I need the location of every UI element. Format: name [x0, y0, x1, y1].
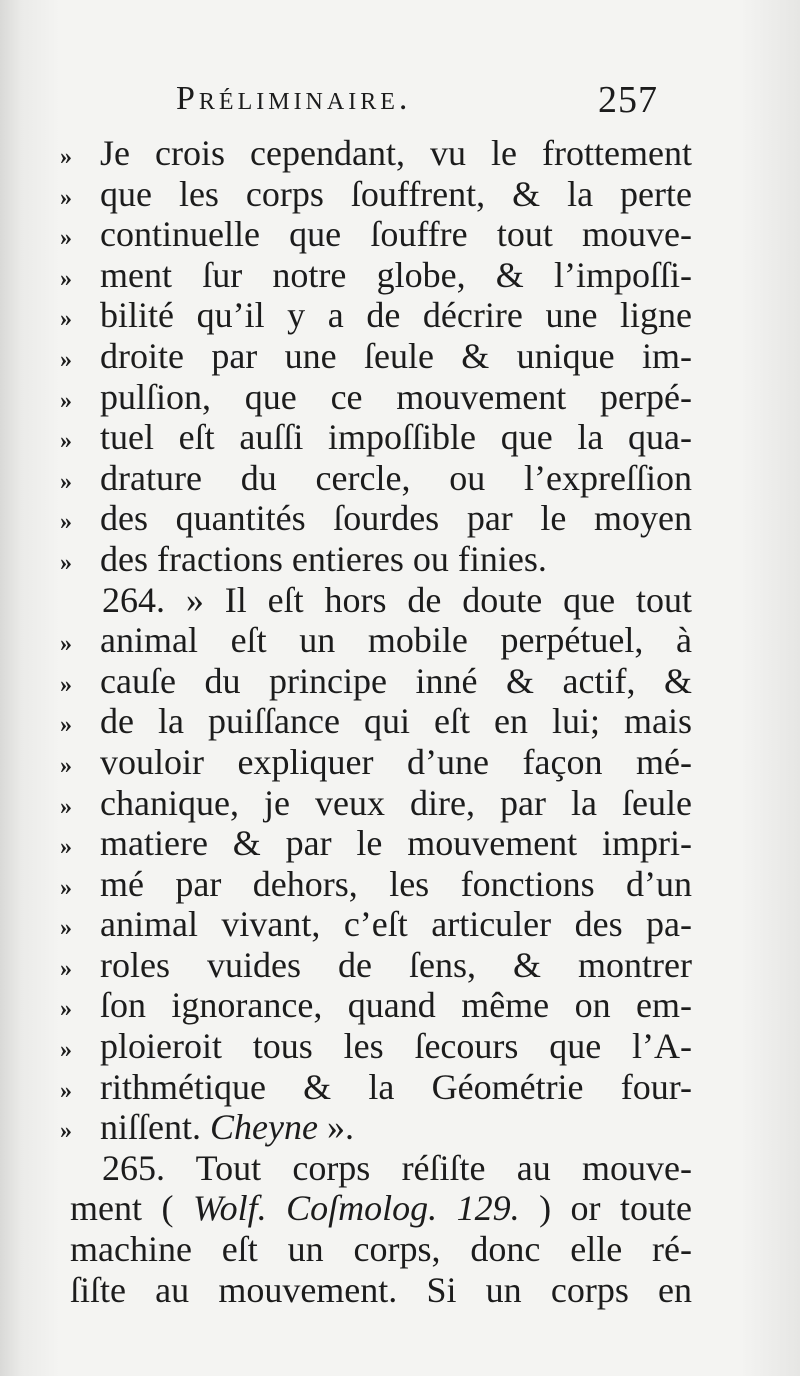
- quotation-mark: »: [60, 834, 72, 861]
- quotation-mark: »: [60, 1077, 72, 1104]
- quotation-mark: »: [60, 184, 72, 211]
- line-text-main: des quantités ſourdes par le moyen: [100, 498, 692, 539]
- running-title: Préliminaire.: [176, 80, 412, 117]
- line-text: [100, 985, 692, 1026]
- line-text-main: que les corps ſouffrent, & la perte: [100, 173, 692, 214]
- line-text: [100, 295, 692, 336]
- text-line: [52, 458, 692, 499]
- line-text-main: 265. Tout corps réſiſte au mouve-: [102, 1147, 692, 1188]
- text-line: [52, 1148, 692, 1189]
- line-text: [100, 701, 692, 742]
- quotation-mark: »: [60, 306, 72, 333]
- line-text-main: des fractions entieres ou finies.: [100, 538, 547, 579]
- line-text-main: rithmétique & la Géométrie four-: [100, 1066, 692, 1107]
- line-text: [70, 1188, 692, 1229]
- text-line: [52, 1067, 692, 1108]
- text-line: [52, 377, 692, 418]
- quotation-mark: »: [60, 996, 72, 1023]
- quotation-mark: »: [60, 468, 72, 495]
- line-text: [70, 1270, 692, 1311]
- text-line: [52, 539, 692, 580]
- line-text: [100, 620, 692, 661]
- text-line: [52, 1026, 692, 1067]
- line-text-main: continuelle que ſouffre tout mouve-: [100, 214, 692, 255]
- quotation-mark: »: [60, 874, 72, 901]
- italic-reference: Cheyne: [210, 1107, 318, 1148]
- quotation-mark: »: [60, 631, 72, 658]
- text-line: [52, 336, 692, 377]
- line-text-main: 264. » Il eſt hors de doute que tout: [102, 579, 692, 620]
- text-line: [52, 620, 692, 661]
- quotation-mark: »: [60, 752, 72, 779]
- quotation-mark: »: [60, 225, 72, 252]
- text-line: [52, 295, 692, 336]
- line-text: [100, 783, 692, 824]
- line-text-main: de la puiſſance qui eſt en lui; mais: [100, 701, 692, 742]
- text-line: [52, 1270, 692, 1311]
- quotation-mark: »: [60, 509, 72, 536]
- quotation-mark: »: [60, 346, 72, 373]
- line-text: [100, 539, 692, 580]
- quotation-mark: »: [60, 671, 72, 698]
- line-text: [100, 864, 692, 905]
- line-text-main: roles vuides de ſens, & montrer: [100, 944, 692, 985]
- line-text: [100, 1107, 692, 1148]
- line-text-main: Je crois cependant, vu le frottement: [100, 133, 692, 173]
- line-text: [100, 417, 692, 458]
- page-header: [0, 78, 800, 128]
- line-text-main: ſiſte au mouvement. Si un corps en: [70, 1269, 692, 1310]
- line-text: [100, 1026, 692, 1067]
- line-text-main: mé par dehors, les fonctions d’un: [100, 863, 692, 904]
- line-text: [102, 580, 692, 621]
- text-line: [52, 133, 692, 174]
- line-text-main: bilité qu’il y a de décrire une ligne: [100, 295, 692, 336]
- line-text-main: tuel eſt auſſi impoſſible que la qua-: [100, 417, 692, 458]
- text-line: [52, 498, 692, 539]
- line-text-main: niſſent.: [100, 1107, 210, 1148]
- quotation-mark: »: [60, 793, 72, 820]
- quotation-mark: »: [60, 549, 72, 576]
- quotation-mark: »: [60, 428, 72, 455]
- line-text-tail: ) or toute: [519, 1188, 693, 1229]
- line-text-tail: ».: [317, 1107, 354, 1148]
- line-text: [102, 1148, 692, 1189]
- line-text-main: ment (: [70, 1188, 193, 1229]
- line-text: [100, 174, 692, 215]
- text-line: [52, 174, 692, 215]
- line-text-main: chanique, je veux dire, par la ſeule: [100, 782, 692, 823]
- text-line: [52, 945, 692, 986]
- text-line: [52, 985, 692, 1026]
- line-text-main: pulſion, que ce mouvement perpé-: [100, 376, 692, 417]
- text-line: [52, 904, 692, 945]
- line-text-main: animal vivant, c’eſt articuler des pa-: [100, 904, 692, 945]
- line-text: [100, 458, 692, 499]
- line-text-main: matiere & par le mouvement impri-: [100, 823, 692, 864]
- line-text-main: droite par une ſeule & unique im-: [100, 335, 692, 376]
- line-text-main: vouloir expliquer d’une façon mé-: [100, 741, 692, 782]
- text-line: [52, 783, 692, 824]
- line-text-main: cauſe du principe inné & actif, &: [100, 660, 692, 701]
- line-text: [100, 377, 692, 418]
- line-text: [100, 1067, 692, 1108]
- text-line: [52, 823, 692, 864]
- text-body: [52, 133, 692, 1310]
- quotation-mark: »: [60, 1118, 72, 1145]
- line-text: [100, 904, 692, 945]
- quotation-mark: »: [60, 1037, 72, 1064]
- line-text: [100, 945, 692, 986]
- line-text: [100, 823, 692, 864]
- line-text-main: ploieroit tous les ſecours que l’A-: [100, 1026, 692, 1067]
- text-line: [52, 255, 692, 296]
- quotation-mark: »: [60, 712, 72, 739]
- line-text-main: machine eſt un corps, donc elle ré-: [70, 1229, 692, 1270]
- text-line: [52, 214, 692, 255]
- text-line: [52, 1229, 692, 1270]
- quotation-mark: »: [60, 144, 72, 170]
- line-text-main: ſon ignorance, quand même on em-: [100, 985, 692, 1026]
- quotation-mark: »: [60, 387, 72, 414]
- text-line: [52, 1188, 692, 1229]
- line-text: [100, 742, 692, 783]
- quotation-mark: »: [60, 915, 72, 942]
- quotation-mark: »: [60, 955, 72, 982]
- line-text-main: drature du cercle, ou l’expreſſion: [100, 457, 692, 498]
- text-line: [52, 580, 692, 621]
- line-text: [100, 214, 692, 255]
- text-line: [52, 701, 692, 742]
- line-text: [100, 336, 692, 377]
- italic-reference: Wolf. Coſmolog. 129.: [192, 1188, 520, 1229]
- line-text: [70, 1229, 692, 1270]
- line-text: [100, 133, 692, 174]
- text-line: [52, 417, 692, 458]
- text-line: [52, 742, 692, 783]
- line-text-main: animal eſt un mobile perpétuel, à: [100, 620, 692, 661]
- page-number: 257: [598, 79, 658, 121]
- text-line: [52, 864, 692, 905]
- line-text: [100, 498, 692, 539]
- quotation-mark: »: [60, 265, 72, 292]
- line-text-main: ment ſur notre globe, & l’impoſſi-: [100, 254, 692, 295]
- text-line: [52, 1107, 692, 1148]
- line-text: [100, 255, 692, 296]
- line-text: [100, 661, 692, 702]
- text-line: [52, 661, 692, 702]
